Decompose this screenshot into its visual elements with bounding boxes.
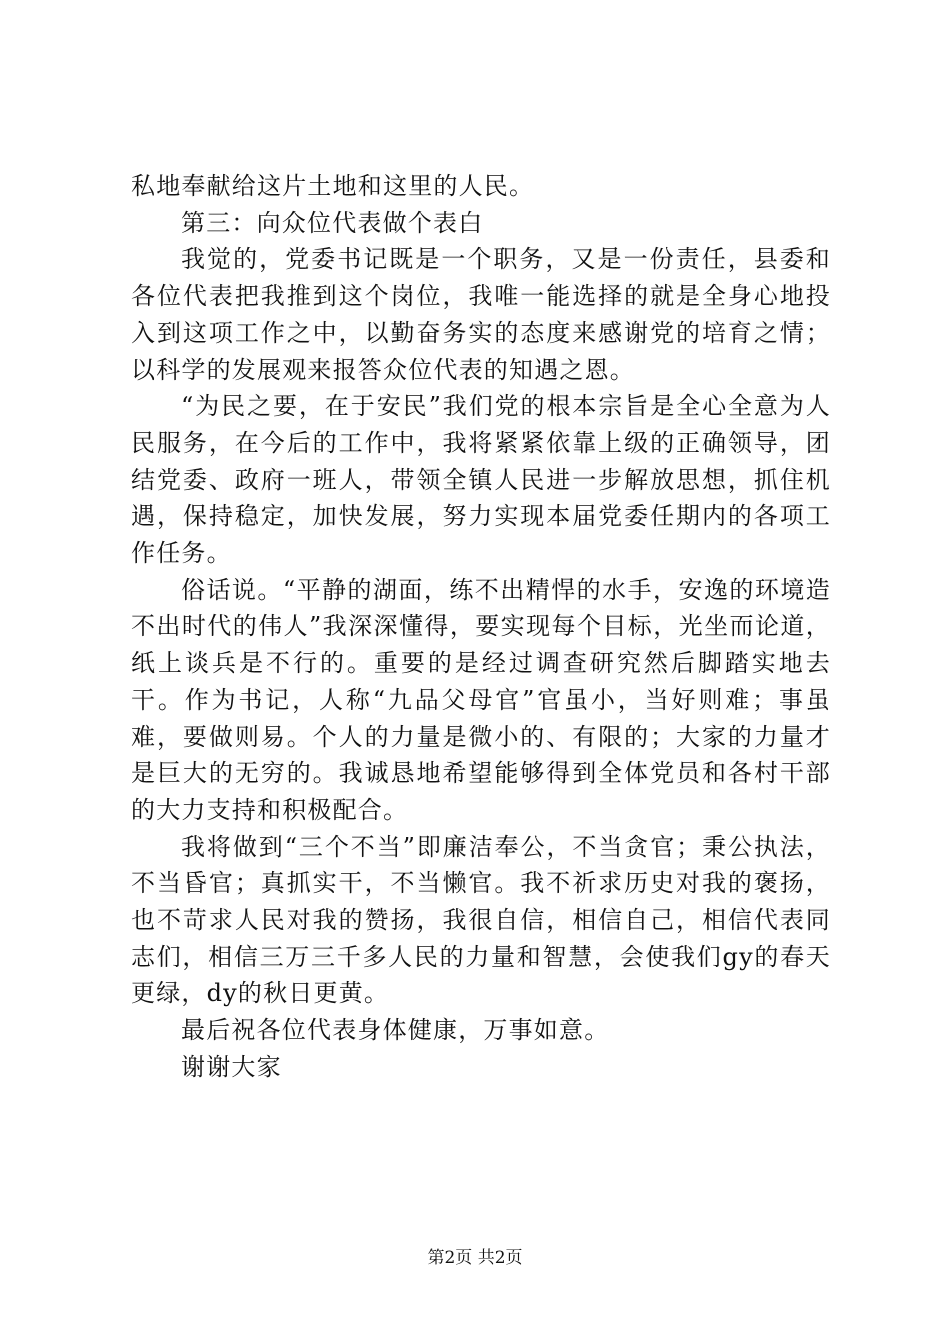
paragraph: 俗话说。“平静的湖面，练不出精悍的水手，安逸的环境造不出时代的伟人”我深深懂得，要实现每个目标，光坐而论道，纸上谈兵是不行的。重要的是经过调查研究然后脚踏实地去干。作为书记，人称“九品父母官”官虽小，当好则难；事虽难，要做则易。个人的力量是微小的、有限的；大家的力量才是巨大的无穷的。我诚恳地希望能够得到全体党员和各村干部的大力支持和积极配合。 — [131, 575, 831, 824]
document-body — [131, 168, 831, 1086]
section-heading: 第三：向众位代表做个表白 — [181, 208, 484, 237]
paragraph: 我将做到“三个不当”即廉洁奉公，不当贪官；秉公执法，不当昏官；真抓实干，不当懒官。我不祈求历史对我的褒扬，也不苛求人民对我的赞扬，我很自信，相信自己，相信代表同志们，相信三万三千多人民的力量和智慧，会使我们gy的春天更绿，dy的秋日更黄。 — [131, 832, 831, 1008]
page-number-footer: 第2页 共2页 — [427, 1248, 523, 1268]
closing-wish: 最后祝各位代表身体健康，万事如意。 — [181, 1016, 610, 1045]
paragraph: “为民之要，在于安民”我们党的根本宗旨是全心全意为人民服务，在今后的工作中，我将紧紧依靠上级的正确领导，团结党委、政府一班人，带领全镇人民进一步解放思想，抓住机遇，保持稳定，加快发展，努力实现本届党委任期内的各项工作任务。 — [131, 392, 831, 568]
paragraph-continuation: 私地奉献给这片土地和这里的人民。 — [131, 172, 535, 200]
paragraph: 我觉的，党委书记既是一个职务，又是一份责任，县委和各位代表把我推到这个岗位，我唯一能选择的就是全身心地投入到这项工作之中，以勤奋务实的态度来感谢党的培育之情；以科学的发展观来报答众位代表的知遇之恩。 — [131, 245, 831, 384]
closing-thanks: 谢谢大家 — [181, 1052, 282, 1081]
